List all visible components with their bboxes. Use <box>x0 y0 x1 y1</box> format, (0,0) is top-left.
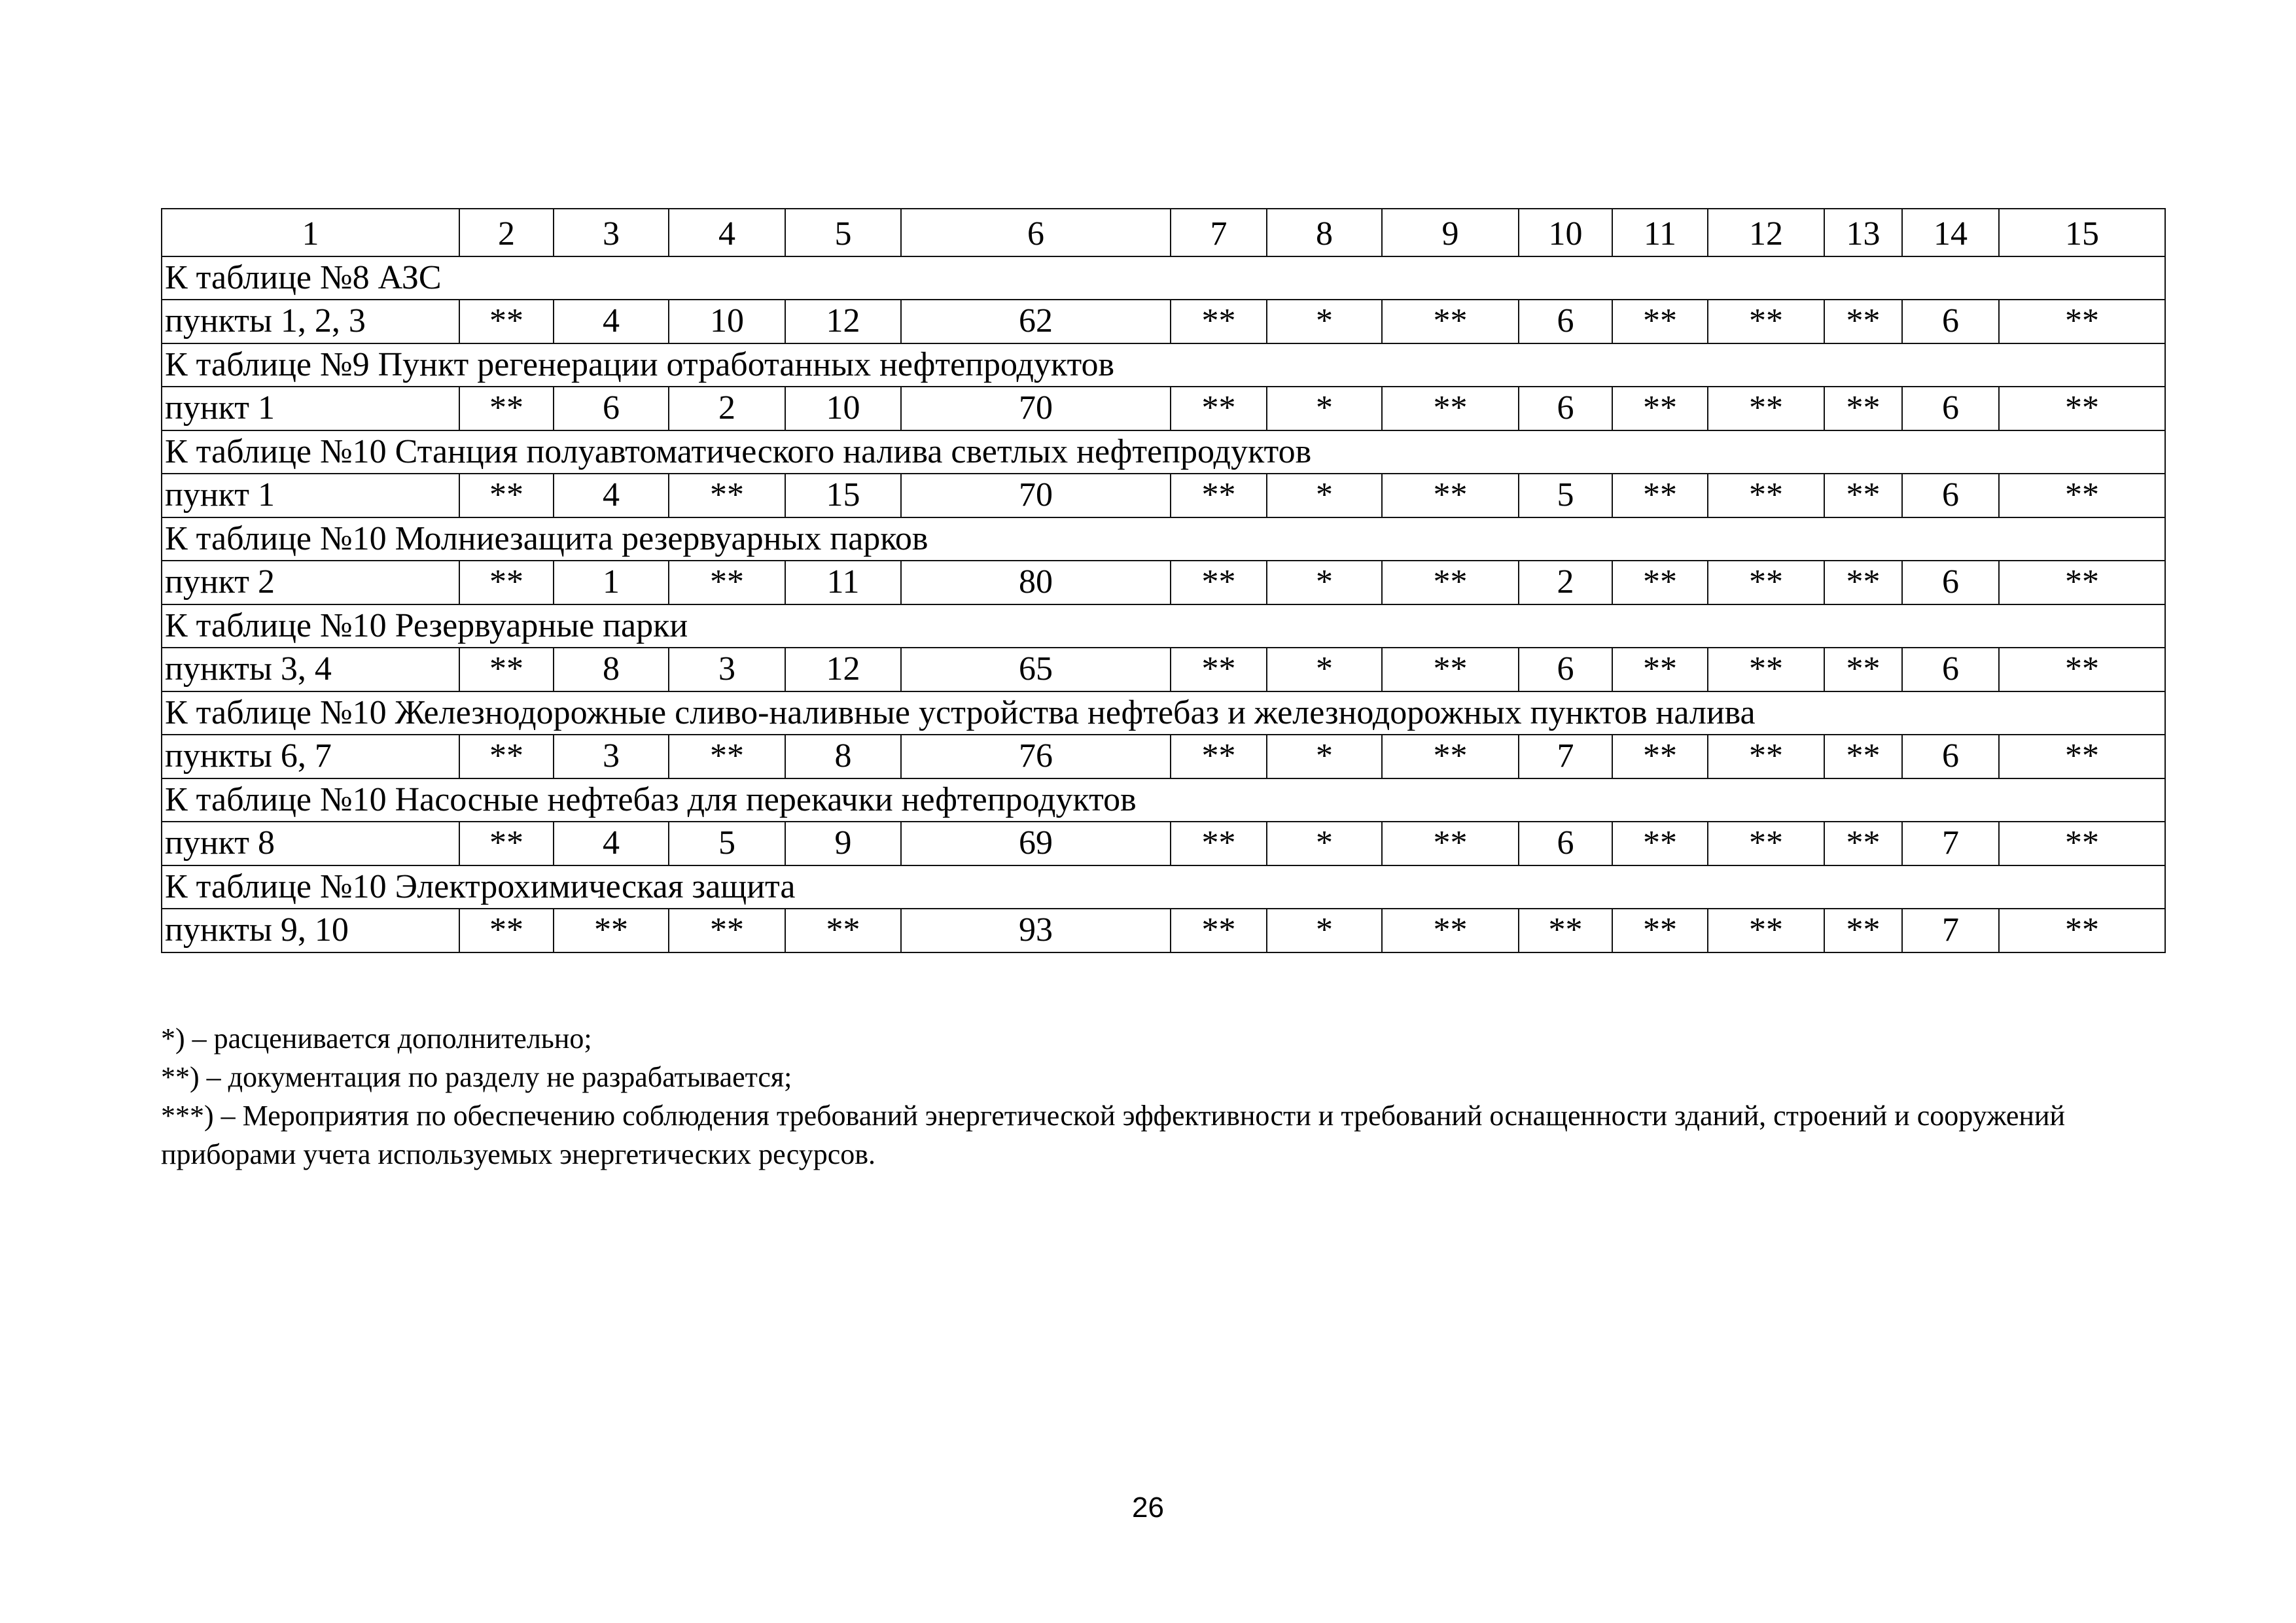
table-cell: ** <box>1612 561 1708 604</box>
table-cell: ** <box>1708 300 1824 343</box>
table-cell: ** <box>669 909 785 952</box>
table-cell: ** <box>1519 909 1612 952</box>
table-cell: 12 <box>785 300 901 343</box>
table-cell: ** <box>1171 822 1267 865</box>
section-title-row <box>162 691 2165 735</box>
column-number: 1 <box>162 209 459 256</box>
table-cell: ** <box>1708 909 1824 952</box>
column-number: 12 <box>1708 209 1824 256</box>
table-cell: 6 <box>554 387 669 430</box>
table-cell: ** <box>1612 822 1708 865</box>
table-cell: 5 <box>669 822 785 865</box>
table-cell: ** <box>1612 387 1708 430</box>
table-cell: ** <box>1612 474 1708 517</box>
table-cell: 6 <box>1902 300 1999 343</box>
section-title: К таблице №10 Резервуарные парки <box>162 604 2165 648</box>
section-title: К таблице №10 Электрохимическая защита <box>162 865 2165 909</box>
section-title: К таблице №10 Станция полуавтоматического налива светлых нефтепродуктов <box>162 430 2165 474</box>
table-cell: 6 <box>1902 735 1999 778</box>
footnotes <box>161 1019 2176 1174</box>
table-cell: * <box>1267 648 1382 691</box>
table-cell: 2 <box>1519 561 1612 604</box>
table-cell: ** <box>1824 909 1902 952</box>
column-number: 15 <box>1999 209 2165 256</box>
table-cell: ** <box>1824 561 1902 604</box>
table-cell: ** <box>459 474 554 517</box>
table-cell: ** <box>1999 387 2165 430</box>
table-body <box>162 256 2165 952</box>
table-cell: ** <box>1382 561 1519 604</box>
table-cell: 65 <box>901 648 1171 691</box>
table-cell: ** <box>1708 735 1824 778</box>
table-cell: ** <box>1612 735 1708 778</box>
table-row <box>162 822 2165 865</box>
table-cell: * <box>1267 387 1382 430</box>
table-cell: ** <box>1999 561 2165 604</box>
section-title: К таблице №8 АЗС <box>162 256 2165 300</box>
table-cell: ** <box>459 387 554 430</box>
column-number: 5 <box>785 209 901 256</box>
footnote: **) – документация по разделу не разрабатывается; <box>161 1061 792 1093</box>
table-cell: ** <box>1171 474 1267 517</box>
table-cell: 7 <box>1902 822 1999 865</box>
table-cell: 4 <box>554 822 669 865</box>
column-number: 8 <box>1267 209 1382 256</box>
section-title-row <box>162 778 2165 822</box>
table-cell: ** <box>1171 387 1267 430</box>
column-number: 10 <box>1519 209 1612 256</box>
row-label: пункты 3, 4 <box>162 648 459 691</box>
table-cell: ** <box>1708 822 1824 865</box>
table-row <box>162 735 2165 778</box>
table-cell: ** <box>1999 822 2165 865</box>
table-cell: 70 <box>901 474 1171 517</box>
table-cell: 6 <box>1902 648 1999 691</box>
column-number: 6 <box>901 209 1171 256</box>
column-number: 2 <box>459 209 554 256</box>
table-cell: 6 <box>1519 387 1612 430</box>
table-cell: ** <box>1382 300 1519 343</box>
table-cell: 93 <box>901 909 1171 952</box>
table-cell: ** <box>1382 822 1519 865</box>
table-cell: 5 <box>1519 474 1612 517</box>
table-cell: 8 <box>785 735 901 778</box>
table-cell: 6 <box>1519 300 1612 343</box>
table-cell: ** <box>1382 735 1519 778</box>
row-label: пункты 9, 10 <box>162 909 459 952</box>
section-title: К таблице №10 Молниезащита резервуарных парков <box>162 517 2165 561</box>
table-cell: 3 <box>554 735 669 778</box>
table-cell: ** <box>459 822 554 865</box>
table-row <box>162 561 2165 604</box>
table-cell: ** <box>785 909 901 952</box>
table-cell: ** <box>1708 648 1824 691</box>
table-cell: * <box>1267 909 1382 952</box>
section-title-row <box>162 430 2165 474</box>
table-row <box>162 648 2165 691</box>
table-cell: ** <box>669 735 785 778</box>
table-cell: * <box>1267 474 1382 517</box>
row-label: пункт 1 <box>162 474 459 517</box>
table-cell: 12 <box>785 648 901 691</box>
table-cell: 6 <box>1902 561 1999 604</box>
table-cell: ** <box>669 474 785 517</box>
table-cell: ** <box>459 561 554 604</box>
table-cell: * <box>1267 561 1382 604</box>
table-cell: ** <box>1612 648 1708 691</box>
row-label: пункт 1 <box>162 387 459 430</box>
table-cell: 62 <box>901 300 1171 343</box>
row-label: пункты 6, 7 <box>162 735 459 778</box>
table-cell: ** <box>1708 561 1824 604</box>
footnote: *) – расценивается дополнительно; <box>161 1022 592 1055</box>
table-cell: 6 <box>1519 648 1612 691</box>
table-cell: ** <box>1171 909 1267 952</box>
table-cell: ** <box>459 735 554 778</box>
column-number: 14 <box>1902 209 1999 256</box>
table-cell: ** <box>1824 735 1902 778</box>
table-cell: * <box>1267 822 1382 865</box>
table-cell: ** <box>459 648 554 691</box>
table-cell: ** <box>1824 300 1902 343</box>
table-cell: ** <box>1824 474 1902 517</box>
table-cell: ** <box>1999 648 2165 691</box>
table-cell: 6 <box>1519 822 1612 865</box>
section-title: К таблице №10 Насосные нефтебаз для перекачки нефтепродуктов <box>162 778 2165 822</box>
table-cell: 70 <box>901 387 1171 430</box>
table-cell: ** <box>1171 735 1267 778</box>
table-header-row <box>162 209 2165 256</box>
section-title-row <box>162 604 2165 648</box>
table-row <box>162 300 2165 343</box>
column-number: 9 <box>1382 209 1519 256</box>
cost-table <box>161 208 2166 953</box>
table-cell: ** <box>1382 648 1519 691</box>
table-cell: ** <box>1999 909 2165 952</box>
table-cell: ** <box>1612 909 1708 952</box>
table-cell: ** <box>1824 648 1902 691</box>
page-number: 26 <box>1132 1492 1164 1524</box>
row-label: пункт 2 <box>162 561 459 604</box>
table-row <box>162 909 2165 952</box>
table-cell: * <box>1267 300 1382 343</box>
table-cell: 15 <box>785 474 901 517</box>
table-cell: * <box>1267 735 1382 778</box>
table-cell: 10 <box>669 300 785 343</box>
table-cell: ** <box>1999 474 2165 517</box>
table-cell: ** <box>669 561 785 604</box>
table-cell: ** <box>1382 909 1519 952</box>
table-cell: 2 <box>669 387 785 430</box>
section-title-row <box>162 256 2165 300</box>
table-cell: 11 <box>785 561 901 604</box>
table-cell: ** <box>1171 648 1267 691</box>
table-cell: 4 <box>554 474 669 517</box>
table-cell: 69 <box>901 822 1171 865</box>
column-number: 11 <box>1612 209 1708 256</box>
table-cell: ** <box>1708 387 1824 430</box>
column-number: 13 <box>1824 209 1902 256</box>
table-cell: ** <box>1382 387 1519 430</box>
section-title: К таблице №9 Пункт регенерации отработанных нефтепродуктов <box>162 343 2165 387</box>
table-cell: ** <box>1999 300 2165 343</box>
section-title-row <box>162 517 2165 561</box>
table-cell: ** <box>1824 387 1902 430</box>
column-number: 7 <box>1171 209 1267 256</box>
table-cell: ** <box>554 909 669 952</box>
column-number: 4 <box>669 209 785 256</box>
row-label: пункт 8 <box>162 822 459 865</box>
table-cell: 7 <box>1902 909 1999 952</box>
table-row <box>162 387 2165 430</box>
table-cell: 6 <box>1902 387 1999 430</box>
section-title: К таблице №10 Железнодорожные сливо-наливные устройства нефтебаз и железнодорожных пунктов налива <box>162 691 2165 735</box>
table-cell: 4 <box>554 300 669 343</box>
table-cell: ** <box>1171 300 1267 343</box>
column-number: 3 <box>554 209 669 256</box>
section-title-row <box>162 343 2165 387</box>
table-cell: ** <box>459 300 554 343</box>
table-cell: ** <box>1382 474 1519 517</box>
section-title-row <box>162 865 2165 909</box>
table-cell: 1 <box>554 561 669 604</box>
table-row <box>162 474 2165 517</box>
table-cell: 9 <box>785 822 901 865</box>
table-cell: 3 <box>669 648 785 691</box>
table-cell: ** <box>1171 561 1267 604</box>
table-cell: ** <box>1824 822 1902 865</box>
table-cell: ** <box>1999 735 2165 778</box>
table-cell: ** <box>459 909 554 952</box>
table-cell: 8 <box>554 648 669 691</box>
table-cell: 7 <box>1519 735 1612 778</box>
table-cell: ** <box>1612 300 1708 343</box>
table-cell: 80 <box>901 561 1171 604</box>
table-cell: 6 <box>1902 474 1999 517</box>
row-label: пункты 1, 2, 3 <box>162 300 459 343</box>
table-cell: ** <box>1708 474 1824 517</box>
footnote: ***) – Мероприятия по обеспечению соблюдения требований энергетической эффективности и требований оснащенности зданий, строений и сооружений приборами учета используемых энергетических ресурсов. <box>161 1100 2066 1170</box>
table-cell: 10 <box>785 387 901 430</box>
table-cell: 76 <box>901 735 1171 778</box>
